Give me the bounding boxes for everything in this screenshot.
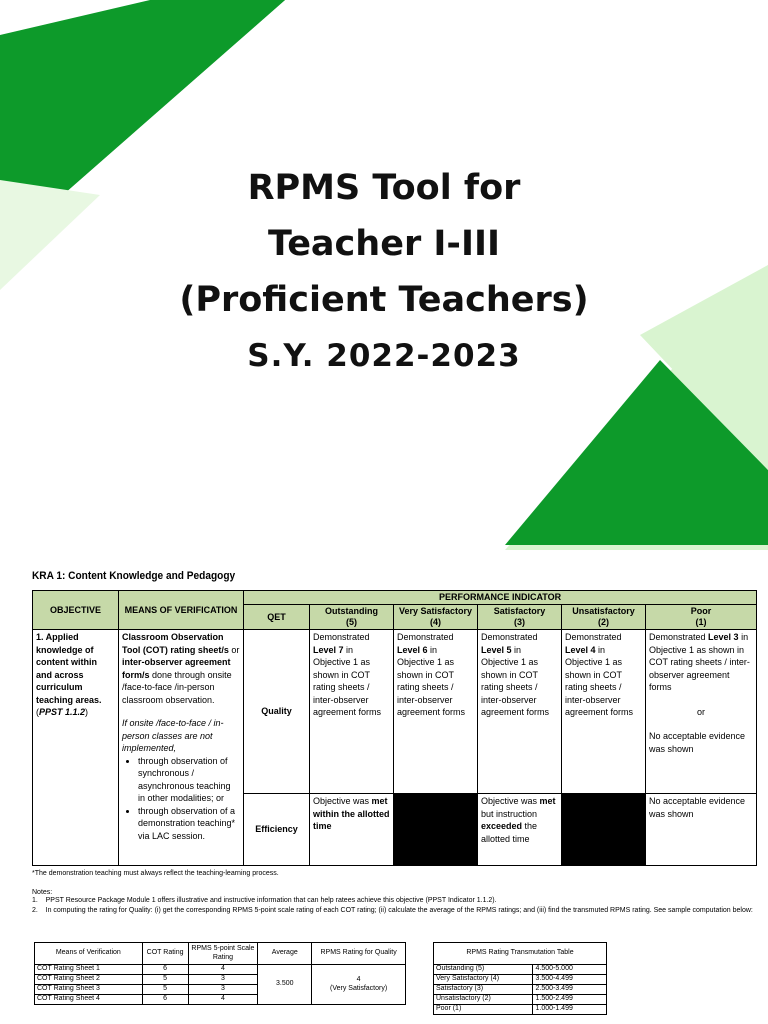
transmutation-label: Unsatisfactory (2) — [434, 995, 533, 1005]
transmutation-label: Satisfactory (3) — [434, 985, 533, 995]
note-text: In computing the rating for Quality: (i) get the corresponding RPMS 5-point scale rating of each COT rating; (ii) calculate the average of the RPMS ratings; and (iii) find the transmuted RPMS rating. See sample computation below: — [45, 907, 753, 914]
transmutation-range: 1.500-2.499 — [533, 995, 607, 1005]
sample-computation-table — [34, 942, 406, 1005]
header-satisfactory-label: Satisfactory — [493, 606, 546, 616]
note-item — [32, 906, 762, 916]
sample-row-rpms: 4 — [188, 965, 258, 975]
header-unsatisfactory-num: (2) — [598, 617, 609, 627]
header-unsatisfactory — [562, 605, 646, 630]
header-satisfactory — [478, 605, 562, 630]
header-very-satisfactory-label: Very Satisfactory — [398, 606, 473, 616]
quality-post: in Objective 1 as shown in COT rating sheets / inter-observer agreement forms — [565, 644, 634, 717]
sample-rating-label: (Very Satisfactory) — [330, 984, 388, 992]
objective-text: 1. Applied knowledge of content within and across curriculum teaching areas. — [36, 632, 102, 705]
notes-label: Notes: — [32, 889, 53, 896]
transmutation-range: 4.500-5.000 — [533, 965, 607, 975]
quality-outstanding — [310, 630, 394, 794]
means-italic-note: If onsite /face-to-face / in-person classes are not implemented, — [122, 718, 224, 753]
means-bullet: • through observation of synchronous / asynchronous teaching in other modalities; or — [138, 755, 240, 805]
header-poor-label: Poor — [690, 606, 712, 616]
efficiency-sat-mid: but instruction — [481, 808, 538, 819]
quality-level: Level 5 — [481, 644, 512, 655]
sample-row-cot: 5 — [142, 975, 188, 985]
sample-header-average: Average — [258, 943, 312, 965]
header-objective: OBJECTIVE — [33, 591, 119, 630]
sample-header-rating: RPMS Rating for Quality — [312, 943, 406, 965]
transmutation-table — [433, 942, 607, 1015]
efficiency-sat-post: the allotted time — [481, 821, 538, 844]
quality-post: in Objective 1 as shown in COT rating sheets / inter-observer agreement forms — [649, 632, 750, 692]
objective-ref-close: ) — [85, 707, 89, 717]
efficiency-sat-exceeded: exceeded — [481, 821, 523, 831]
sample-row-rpms: 3 — [188, 975, 258, 985]
header-outstanding-label: Outstanding — [325, 606, 378, 616]
means-bullet: • through observation of a demonstration teaching* via LAC session. — [138, 805, 240, 843]
objective-ref: PPST 1.1.2 — [39, 707, 86, 717]
means-onsite: done through onsite /face-to-face /in-person classroom observation. — [122, 669, 232, 705]
quality-poor — [646, 630, 757, 794]
transmutation-title: RPMS Rating Transmutation Table — [434, 943, 607, 965]
efficiency-satisfactory — [478, 794, 562, 866]
sample-header-rpms: RPMS 5-point Scale Rating — [188, 943, 258, 965]
quality-post: in Objective 1 as shown in COT rating sheets / inter-observer agreement forms — [313, 644, 382, 717]
sample-row-cot: 6 — [142, 995, 188, 1005]
means-cell — [119, 630, 244, 866]
notes-list — [32, 896, 762, 916]
objective-cell — [33, 630, 119, 866]
means-cot: Classroom Observation Tool (COT) rating sheet/s — [122, 632, 229, 655]
cover-title-line-1: RPMS Tool for — [247, 168, 521, 208]
sample-row-cot: 6 — [142, 965, 188, 975]
note-number: 2. — [32, 907, 38, 914]
header-satisfactory-num: (3) — [514, 617, 525, 627]
header-very-satisfactory — [394, 605, 478, 630]
cover-school-year: S.Y. 2022-2023 — [247, 338, 521, 374]
transmutation-label: Outstanding (5) — [434, 965, 533, 975]
header-very-satisfactory-num: (4) — [430, 617, 441, 627]
note-number: 1. — [32, 897, 38, 904]
document-page — [0, 550, 768, 1024]
quality-pre: Demonstrated — [313, 632, 370, 642]
quality-very-satisfactory — [394, 630, 478, 794]
note-item — [32, 896, 762, 906]
efficiency-outstanding-pre: Objective was — [313, 796, 372, 806]
header-poor-num: (1) — [695, 617, 707, 627]
means-bullets — [122, 755, 240, 843]
sample-average: 3.500 — [258, 965, 312, 1005]
quality-post: in Objective 1 as shown in COT rating sheets / inter-observer agreement forms — [397, 644, 466, 717]
quality-pre: Demonstrated — [481, 632, 538, 642]
note-text: PPST Resource Package Module 1 offers illustrative and instructive information that can help ratees achieve this objective (PPST Indicator 1.1.2). — [45, 897, 497, 904]
sample-rating-cell — [312, 965, 406, 1005]
transmutation-label: Poor (1) — [434, 1005, 533, 1015]
quality-post: in Objective 1 as shown in COT rating sheets / inter-observer agreement forms — [481, 644, 550, 717]
means-iaf: inter-observer agreement form/s — [122, 657, 231, 680]
sample-row-rpms: 3 — [188, 985, 258, 995]
efficiency-outstanding-bold: met within the allotted time — [313, 796, 390, 831]
qet-quality: Quality — [244, 630, 310, 794]
transmutation-range: 3.500-4.499 — [533, 975, 607, 985]
kra-title: KRA 1: Content Knowledge and Pedagogy — [32, 570, 236, 582]
means-or: or — [228, 644, 240, 655]
cover-title-block — [0, 160, 768, 376]
header-poor — [646, 605, 757, 630]
quality-poor-extra: No acceptable evidence was shown — [649, 731, 746, 754]
sample-row-means: COT Rating Sheet 4 — [35, 995, 143, 1005]
header-outstanding — [310, 605, 394, 630]
transmutation-range: 2.500-3.499 — [533, 985, 607, 995]
efficiency-sat-met: met — [539, 796, 556, 806]
quality-level: Level 7 — [313, 644, 344, 655]
transmutation-label: Very Satisfactory (4) — [434, 975, 533, 985]
efficiency-unsatisfactory-blank — [562, 794, 646, 866]
header-unsatisfactory-label: Unsatisfactory — [572, 606, 635, 616]
header-performance-indicator: PERFORMANCE INDICATOR — [244, 591, 757, 605]
quality-pre: Demonstrated — [397, 632, 454, 642]
quality-level: Level 4 — [565, 644, 596, 655]
efficiency-outstanding — [310, 794, 394, 866]
sample-header-means: Means of Verification — [35, 943, 143, 965]
header-means: MEANS OF VERIFICATION — [119, 591, 244, 630]
sample-row-rpms: 4 — [188, 995, 258, 1005]
sample-row-means: COT Rating Sheet 3 — [35, 985, 143, 995]
header-outstanding-num: (5) — [346, 617, 357, 627]
quality-pre: Demonstrated — [649, 632, 709, 642]
transmutation-range: 1.000-1.499 — [533, 1005, 607, 1015]
quality-level: Level 6 — [397, 644, 428, 655]
quality-level: Level 3 — [708, 632, 739, 642]
quality-satisfactory — [478, 630, 562, 794]
cover-title-line-3: (Proficient Teachers) — [179, 280, 589, 320]
efficiency-poor: No acceptable evidence was shown — [646, 794, 757, 866]
objective-ref-open: ( — [36, 707, 39, 717]
sample-row-means: COT Rating Sheet 1 — [35, 965, 143, 975]
sample-header-cot: COT Rating — [142, 943, 188, 965]
sample-rating: 4 — [356, 976, 361, 983]
qet-efficiency: Efficiency — [244, 794, 310, 866]
footnote: *The demonstration teaching must always reflect the teaching-learning process. — [32, 870, 279, 877]
efficiency-sat-pre: Objective was — [481, 796, 540, 806]
header-qet: QET — [244, 605, 310, 630]
cover-title-line-2: Teacher I-III — [267, 224, 501, 264]
quality-poor-or: or — [697, 706, 706, 717]
sample-row-cot: 5 — [142, 985, 188, 995]
quality-pre: Demonstrated — [565, 632, 622, 642]
rubric-table — [32, 590, 757, 866]
sample-row-means: COT Rating Sheet 2 — [35, 975, 143, 985]
efficiency-very-satisfactory-blank — [394, 794, 478, 866]
quality-unsatisfactory — [562, 630, 646, 794]
